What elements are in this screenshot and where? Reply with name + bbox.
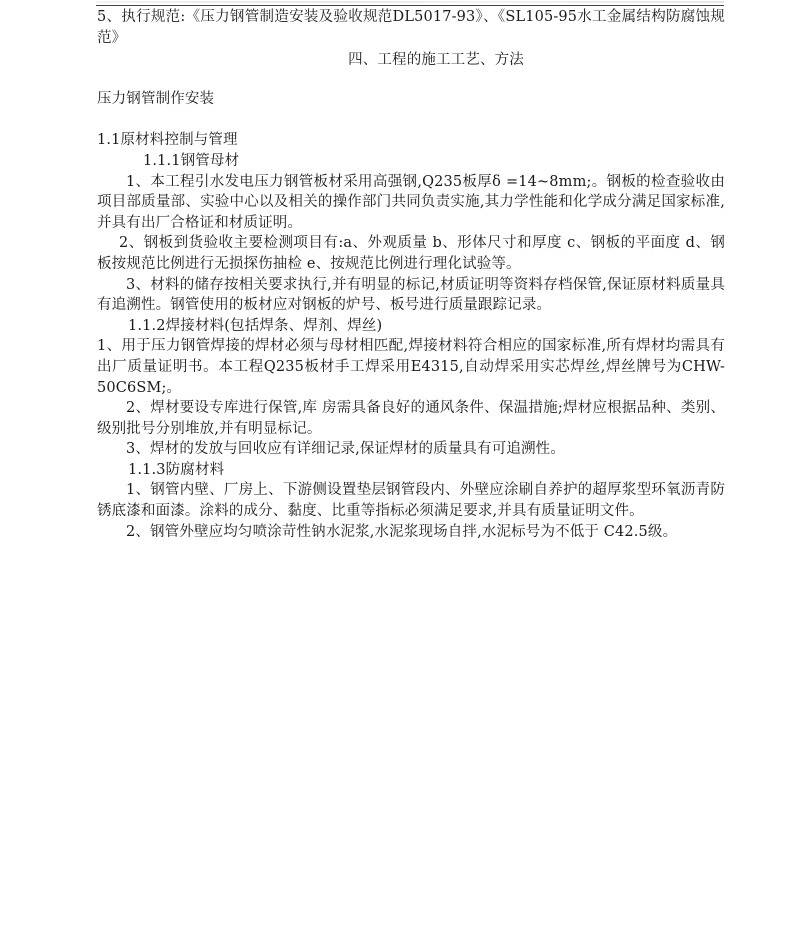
document-body: [97, 7, 725, 542]
paragraph-1-1-1-c: 3、材料的储存按相关要求执行,并有明显的标记,材质证明等资料存档保管,保证原材料质量具有追溯性。钢管使用的板材应对钢板的炉号、板号进行质量跟踪记录。: [97, 276, 725, 314]
standards-paragraph: 5、执行规范:《压力钢管制造安装及验收规范DL5017-93》、《SL105-95水工金属结构防腐蚀规范》: [97, 9, 725, 46]
paragraph-1-1-1-a: 1、本工程引水发电压力钢管板材采用高强钢,Q235板厚δ =14~8mm;。钢板的检查验收由项目部质量部、实验中心以及相关的操作部门共同负责实施,其力学性能和化学成分满足国家标准,并具有出厂合格证和材质证明。: [97, 173, 725, 231]
paragraph-1-1-2-a: 1、用于压力钢管焊接的焊材必须与母材相匹配,焊接材料符合相应的国家标准,所有焊材均需具有出厂质量证明书。本工程Q235板材手工焊采用E4315,自动焊采用实芯焊丝,焊丝牌号为CHW-50C6SM;。: [97, 338, 725, 396]
heading-1-1-2: 1.1.2焊接材料(包括焊条、焊剂、焊丝): [128, 317, 383, 334]
paragraph-1-1-2-b: 2、焊材要设专库进行保管,库 房需具备良好的通风条件、保温措施;焊材应根据品种、类别、级别批号分别堆放,并有明显标记。: [97, 400, 725, 437]
paragraph-1-1-3-b: 2、钢管外壁应均匀喷涂苛性钠水泥浆,水泥浆现场自拌,水泥标号为不低于 C42.5级。: [126, 523, 678, 540]
main-heading: 压力钢管制作安装: [97, 90, 215, 107]
header-rule: [96, 5, 724, 6]
paragraph-1-1-2-c: 3、焊材的发放与回收应有详细记录,保证焊材的质量具有可追溯性。: [126, 441, 565, 458]
paragraph-1-1-1-b: 2、钢板到货验收主要检测项目有:a、外观质量 b、形体尺寸和厚度 c、钢板的平面度 d、钢板按规范比例进行无损探伤抽检 e、按规范比例进行理化试验等。: [97, 235, 725, 272]
heading-1-1: 1.1原材料控制与管理: [97, 132, 238, 149]
header-shadow: [96, 1, 724, 3]
heading-1-1-1: 1.1.1钢管母材: [143, 152, 240, 169]
heading-1-1-3: 1.1.3防腐材料: [128, 461, 225, 478]
section-heading: 四、工程的施工工艺、方法: [348, 52, 524, 69]
paragraph-1-1-3-a: 1、钢管内壁、厂房上、下游侧设置垫层钢管段内、外壁应涂刷自养护的超厚浆型环氧沥青防锈底漆和面漆。涂料的成分、黏度、比重等指标必须满足要求,并具有质量证明文件。: [97, 482, 725, 520]
